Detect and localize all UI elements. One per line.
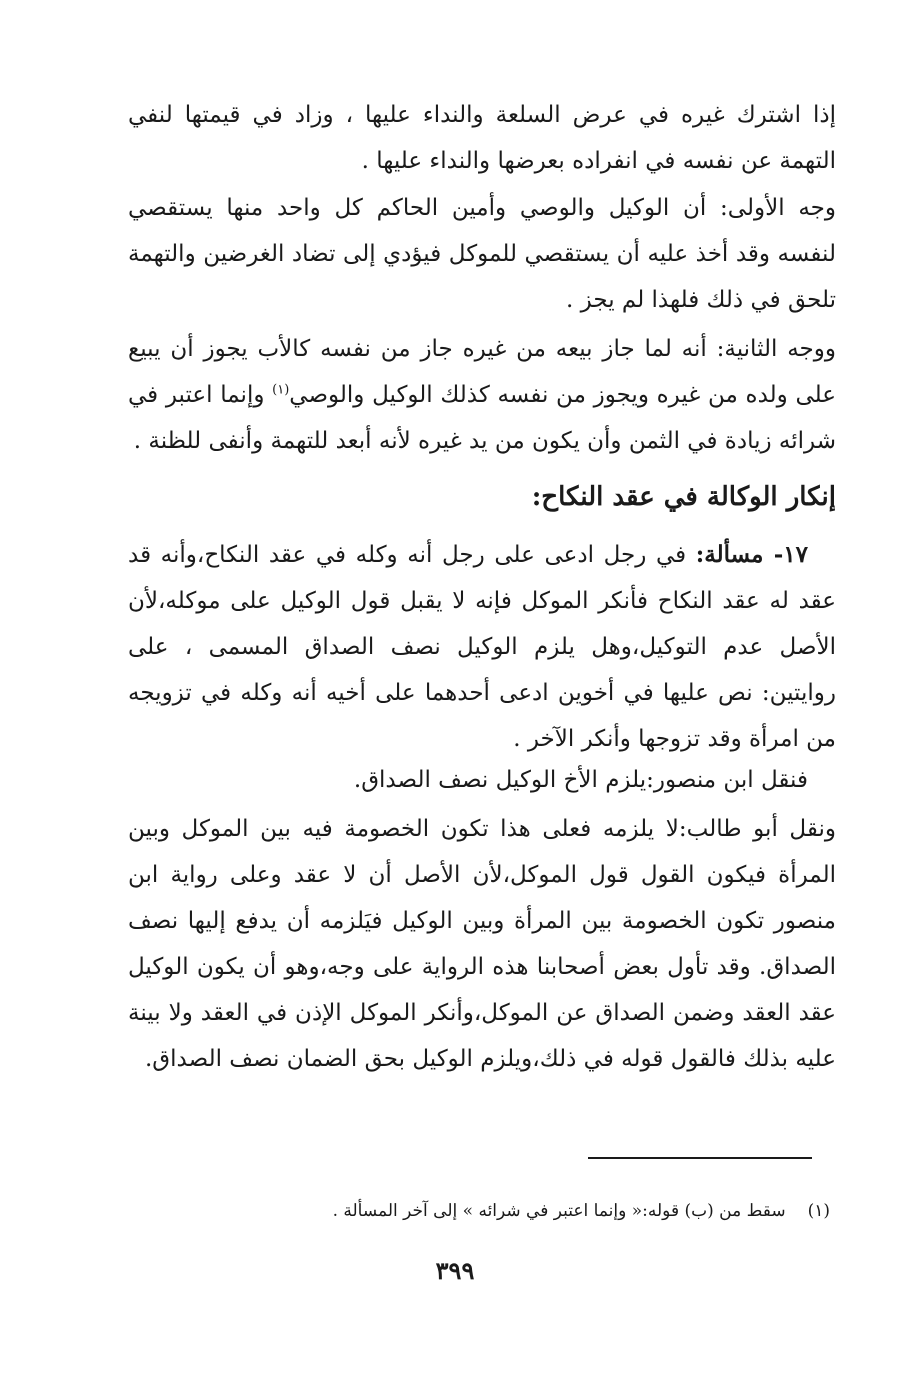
footnote-number: (١) (807, 1201, 830, 1221)
ibn-mansur-text: فنقل ابن منصور:يلزم الأخ الوكيل نصف الصداق. (353, 767, 808, 793)
paragraph-ibn-mansur (128, 757, 836, 803)
footnote (300, 1196, 830, 1226)
paragraph-second-opinion (128, 326, 836, 464)
footnote-divider (588, 1157, 812, 1159)
paragraph-intro: إذا اشترك غيره في عرض السلعة والنداء عليها ، وزاد في قيمتها لنفي التهمة عن نفسه في انفراده بعرضها والنداء عليها . (128, 102, 836, 174)
paragraph-first-opinion: وجه الأولى: أن الوكيل والوصي وأمين الحاكم كل واحد منها يستقصي لنفسه وقد أخذ عليه أن يستقصي للموكل فيؤدي إلى تضاد الغرضين والتهمة تلحق في ذلك فلهذا لم يجز . (128, 195, 836, 313)
paragraph-second-opinion-part1: ووجه الثانية: أنه لما جاز بيعه من غيره جاز من نفسه كالأب يجوز أن يبيع على ولده من غيره ويجوز من نفسه كذلك الوكيل والوصي (128, 336, 836, 408)
footnote-text: سقط من (ب) قوله:« وإنما اعتبر في شرائه » إلى آخر المسألة . (332, 1201, 786, 1221)
paragraph-issue-17 (128, 532, 836, 762)
issue-number-label: ١٧- مسألة: (695, 541, 808, 568)
section-heading: إنكار الوكالة في عقد النكاح: (531, 482, 836, 512)
paragraph-second-opinion-part2: وإنما اعتبر في شرائه زيادة في الثمن وأن يكون من يد غيره لأنه أبعد للتهمة وأنفى للظنة . (128, 382, 836, 454)
issue-17-text: في رجل ادعى على رجل أنه وكله في عقد النكاح،وأنه قد عقد له عقد النكاح فأنكر الموكل فإنه لا يقبل قول الوكيل على موكله،لأن الأصل عدم التوكيل،وهل يلزم الوكيل نصف الصداق المسمى ، على روايتين: نص عليها في أخوين ادعى أحدهما على أخيه أنه وكله في تزويجه من امرأة وقد تزوجها وأنكر الآخر . (128, 542, 836, 752)
paragraph-abu-talib: ونقل أبو طالب:لا يلزمه فعلى هذا تكون الخصومة فيه بين الموكل وبين المرأة فيكون القول قول الموكل،لأن الأصل أن لا عقد وعلى رواية ابن منصور تكون الخصومة بين المرأة وبين الوكيل فيَلزمه أن يدفع إليها نصف الصداق. وقد تأول بعض أصحابنا هذه الرواية على وجه،وهو أن يكون الوكيل عقد العقد وضمن الصداق عن الموكل،وأنكر الموكل الإذن في العقد ولا بينة عليه بذلك فالقول قوله في ذلك،ويلزم الوكيل بحق الضمان نصف الصداق. (128, 816, 837, 1072)
footnote-reference: (١) (272, 382, 290, 398)
page-number: ٣٩٩ (435, 1256, 475, 1285)
